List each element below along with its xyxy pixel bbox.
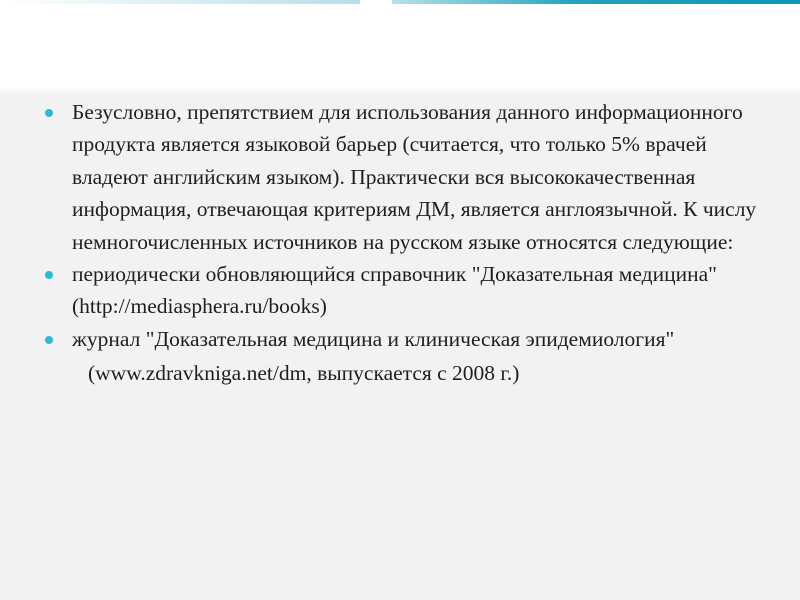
slide-body	[0, 96, 800, 390]
bullet-list	[0, 96, 800, 355]
top-stripe-left	[0, 0, 360, 4]
bullet-text: периодически обновляющийся справочник "Доказательная медицина" (http://mediasphera.ru/books)	[72, 262, 717, 319]
bullet-item-language-barrier	[0, 96, 800, 258]
bullet-item-journal	[0, 323, 800, 355]
bullet-icon	[45, 336, 53, 344]
bullet-icon	[45, 109, 53, 117]
bullet-text: журнал "Доказательная медицина и клиническая эпидемиология"	[72, 326, 675, 351]
journal-url-note: (www.zdravkniga.net/dm, выпускается с 2008 г.)	[88, 361, 520, 386]
header-fade	[0, 86, 800, 94]
bullet-text: Безусловно, препятствием для использования данного информационного продукта является языковой барьер (считается, что только 5% врачей владеют английским языком). Практически вся высококачественная информация, отвечающая критериям ДМ, является англоязычной. К числу немногочисленных источников на русском языке относятся следующие:	[72, 100, 757, 254]
top-stripe-right	[392, 0, 800, 4]
header-band	[0, 0, 800, 86]
bullet-item-reference-book	[0, 258, 800, 323]
bullet-icon	[45, 271, 53, 279]
